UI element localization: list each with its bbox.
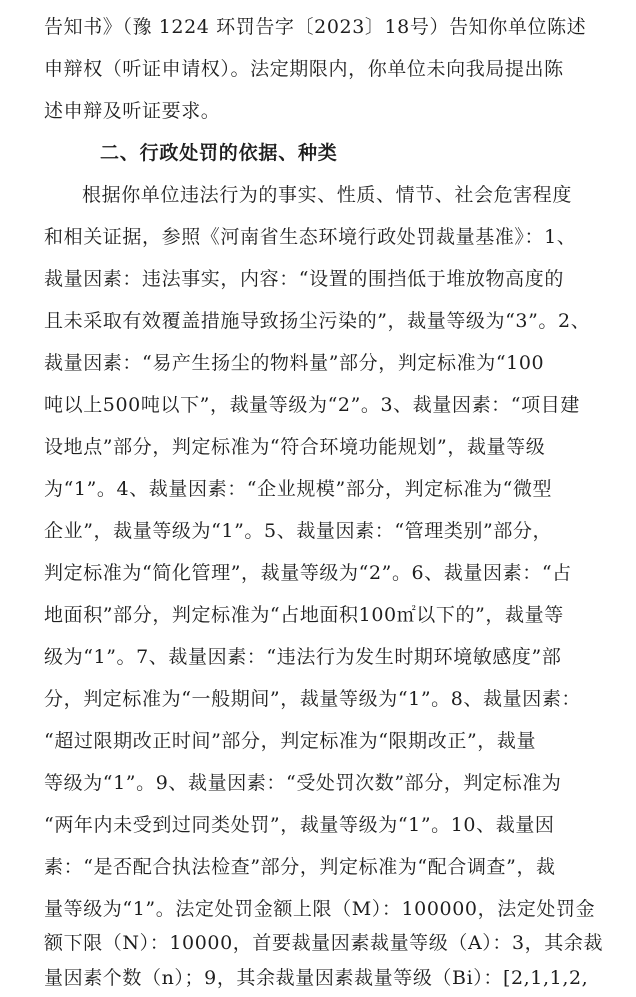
text-line: 等级为“1”。9、裁量因素：“受处罚次数”部分，判定标准为 <box>44 772 562 794</box>
text-line: 述申辩及听证要求。 <box>44 100 221 122</box>
text-line: 素：“是否配合执法检查”部分，判定标准为“配合调查”，裁 <box>44 856 556 878</box>
text-line: 设地点”部分，判定标准为“符合环境功能规划”，裁量等级 <box>44 436 546 458</box>
text-line: 裁量因素：“易产生扬尘的物料量”部分，判定标准为“100 <box>44 352 545 374</box>
text-line: 量等级为“1”。法定处罚金额上限（M）：100000，法定处罚金 <box>44 898 596 920</box>
text-line: 根据你单位违法行为的事实、性质、情节、社会危害程度 <box>82 184 573 206</box>
text-line: 为“1”。4、裁量因素：“企业规模”部分，判定标准为“微型 <box>44 478 553 500</box>
text-line: 额下限（N）：10000，首要裁量因素裁量等级（A）：3，其余裁 <box>44 932 604 954</box>
text-line: 吨以上500吨以下”，裁量等级为“2”。3、裁量因素：“项目建 <box>44 394 580 416</box>
text-line: 级为“1”。7、裁量因素：“违法行为发生时期环境敏感度”部 <box>44 646 562 668</box>
text-line: 裁量因素：违法事实，内容：“设置的围挡低于堆放物高度的 <box>44 268 564 290</box>
section-heading: 二、行政处罚的依据、种类 <box>100 142 338 164</box>
text-line: 且未采取有效覆盖措施导致扬尘污染的”，裁量等级为“3”。2、 <box>44 310 591 332</box>
text-line: 和相关证据，参照《河南省生态环境行政处罚裁量基准》：1、 <box>44 226 577 248</box>
text-line: 申辩权（听证申请权）。法定期限内，你单位未向我局提出陈 <box>44 58 564 80</box>
text-line: 量因素个数（n）；9，其余裁量因素裁量等级（Bi）：[2,1,1,2, <box>44 967 589 989</box>
text-line: 分，判定标准为“一般期间”，裁量等级为“1”。8、裁量因素： <box>44 688 582 710</box>
text-line: 判定标准为“简化管理”，裁量等级为“2”。6、裁量因素：“占 <box>44 562 572 584</box>
text-line: 企业”，裁量等级为“1”。5、裁量因素：“管理类别”部分， <box>44 520 553 542</box>
text-line: 告知书》（豫 1224 环罚告字〔2023〕18号）告知你单位陈述 <box>44 16 587 38</box>
text-line: “两年内未受到过同类处罚”，裁量等级为“1”。10、裁量因 <box>44 814 555 836</box>
text-line: 地面积”部分，判定标准为“占地面积100㎡以下的”，裁量等 <box>44 604 564 626</box>
text-line: “超过限期改正时间”部分，判定标准为“限期改正”，裁量 <box>44 730 537 752</box>
